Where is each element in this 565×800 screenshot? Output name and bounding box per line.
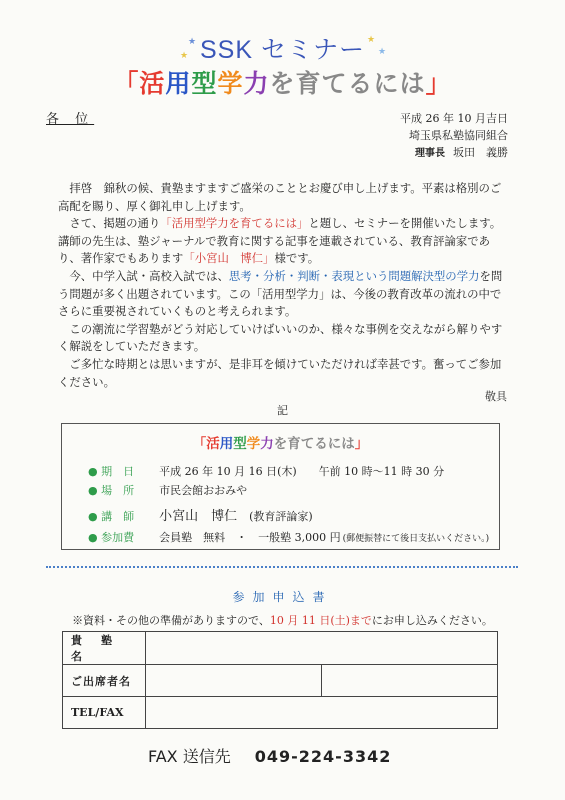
form-label: ご出席者名 xyxy=(63,665,146,697)
tel-fax-field[interactable] xyxy=(146,697,498,729)
headline-char: 用 xyxy=(219,436,234,452)
fax-number: 049-224-3342 xyxy=(254,747,392,766)
chairman xyxy=(415,144,508,160)
headline-char: て xyxy=(321,69,348,98)
paragraph-trend: この潮流に学習塾がどう対応していけばいいのか、様々な事例を交えながら解りやすく解説をしていただきます。 xyxy=(58,321,503,354)
paragraph-greeting: 拝啓 錦秋の候、貴塾ますますご盛栄のこととお慶び申し上げます。平素は格別のご高配を賜り、厚く御礼申し上げます。 xyxy=(58,181,502,213)
application-form xyxy=(62,631,498,729)
headline-char: 型 xyxy=(233,436,247,452)
paragraph-seminar: さて、掲題の通り「活用型学力を育てるには」と題し、セミナーを開催いたします。講師の先生は、塾ジャーナルで教育に関する記事を連載されている、教育評論家であり、著作家でもあります「小宮山 博仁」様です。 xyxy=(58,216,502,266)
form-row-school xyxy=(63,632,498,665)
bullet-icon: ● xyxy=(88,510,102,523)
detail-date: ● 期 日 平成 26 年 10 月 16 日(木) 午前 10 時～11 時 30 分 xyxy=(88,465,445,478)
headline-char: 育 xyxy=(287,436,301,452)
seminar-subtitle xyxy=(0,64,565,100)
bullet-icon: ● xyxy=(88,531,102,544)
school-name-field[interactable] xyxy=(146,632,498,665)
detail-lecturer: ● 講 師 小宮山 博仁 (教育評論家) xyxy=(88,509,313,524)
star-icon: ★ xyxy=(180,51,189,61)
chair-name: 坂田 義勝 xyxy=(453,146,508,159)
detail-fee: ● 参加費 会員塾 無料 ・ 一般塾 3,000 円 (郵便振替にて後日支払いください。) xyxy=(88,531,490,544)
headline-char: は xyxy=(399,69,426,98)
paragraph-invite: ご多忙な時期とは思いますが、是非耳を傾けていただければ幸甚です。奮ってご参加ください。 xyxy=(58,356,502,389)
seminar-title: SSK セミナー xyxy=(200,36,365,64)
letter-body xyxy=(58,180,508,391)
form-note: ※資料・その他の準備がありますので、10 月 11 日(土)までにお申し込みください。 xyxy=(72,614,493,627)
headline-char: 力 xyxy=(243,69,270,98)
bullet-icon: ● xyxy=(88,484,102,497)
addressee: 各 位 xyxy=(46,112,95,127)
bullet-icon: ● xyxy=(88,465,102,478)
fax-label: FAX 送信先 xyxy=(148,747,231,766)
headline-char: て xyxy=(300,436,315,452)
headline-char: 力 xyxy=(260,436,274,452)
ki-mark: 記 xyxy=(277,404,288,417)
form-label: 貴 塾 名 xyxy=(63,632,146,665)
star-icon: ★ xyxy=(188,37,197,47)
headline-char: 」 xyxy=(354,436,369,452)
cut-line xyxy=(46,566,518,568)
deadline: 10 月 11 日(土)まで xyxy=(269,614,372,627)
organization: 埼玉県私塾協同組合 xyxy=(409,129,508,142)
headline-char: 」 xyxy=(425,69,452,98)
attendee-field-2[interactable] xyxy=(322,665,498,697)
detail-venue: ● 場 所 市民会館おおみや xyxy=(88,484,248,497)
chair-title: 理事長 xyxy=(415,148,445,159)
headline-char: 学 xyxy=(246,436,261,452)
headline-char: 活 xyxy=(139,69,166,98)
headline-char: に xyxy=(327,436,342,452)
star-icon: ★ xyxy=(378,47,387,57)
box-title xyxy=(62,432,499,452)
attendee-field-1[interactable] xyxy=(146,665,322,697)
headline-char: 育 xyxy=(295,69,322,98)
highlight-skills: 思考・分析・判断・表現という問題解決型の学力 xyxy=(228,268,480,283)
form-row-telfax xyxy=(63,697,498,729)
closing: 敬具 xyxy=(485,390,507,403)
form-row-attendee xyxy=(63,665,498,697)
headline-char: 学 xyxy=(217,69,244,98)
fax-destination xyxy=(148,744,391,767)
highlight-title: 「活用型学力を育てるには」 xyxy=(160,216,309,231)
headline-char: 活 xyxy=(206,436,220,452)
headline-char: 「 xyxy=(192,436,207,452)
headline-char: る xyxy=(347,69,374,98)
headline-char: 用 xyxy=(165,69,192,98)
star-icon: ★ xyxy=(367,35,376,45)
seminar-details-box xyxy=(61,423,500,550)
headline-char: 「 xyxy=(113,69,140,98)
headline-char: は xyxy=(341,436,355,452)
issue-date: 平成 26 年 10 月吉日 xyxy=(400,112,508,125)
form-title: 参加申込書 xyxy=(232,590,333,604)
headline-char: る xyxy=(314,436,328,452)
form-label: TEL/FAX xyxy=(63,697,146,729)
paragraph-exams: 今、中学入試・高校入試では、思考・分析・判断・表現という問題解決型の学力を問う問題が多く出題されています。この「活用型学力」は、今後の教育改革の流れの中でさらに重要視されていくものと考えられます。 xyxy=(58,268,503,319)
headline-char: を xyxy=(273,436,288,452)
headline-char: 型 xyxy=(191,69,218,98)
headline-char: を xyxy=(269,69,296,98)
headline-char: に xyxy=(373,69,400,98)
highlight-lecturer: 「小宮山 博仁」 xyxy=(183,251,275,266)
